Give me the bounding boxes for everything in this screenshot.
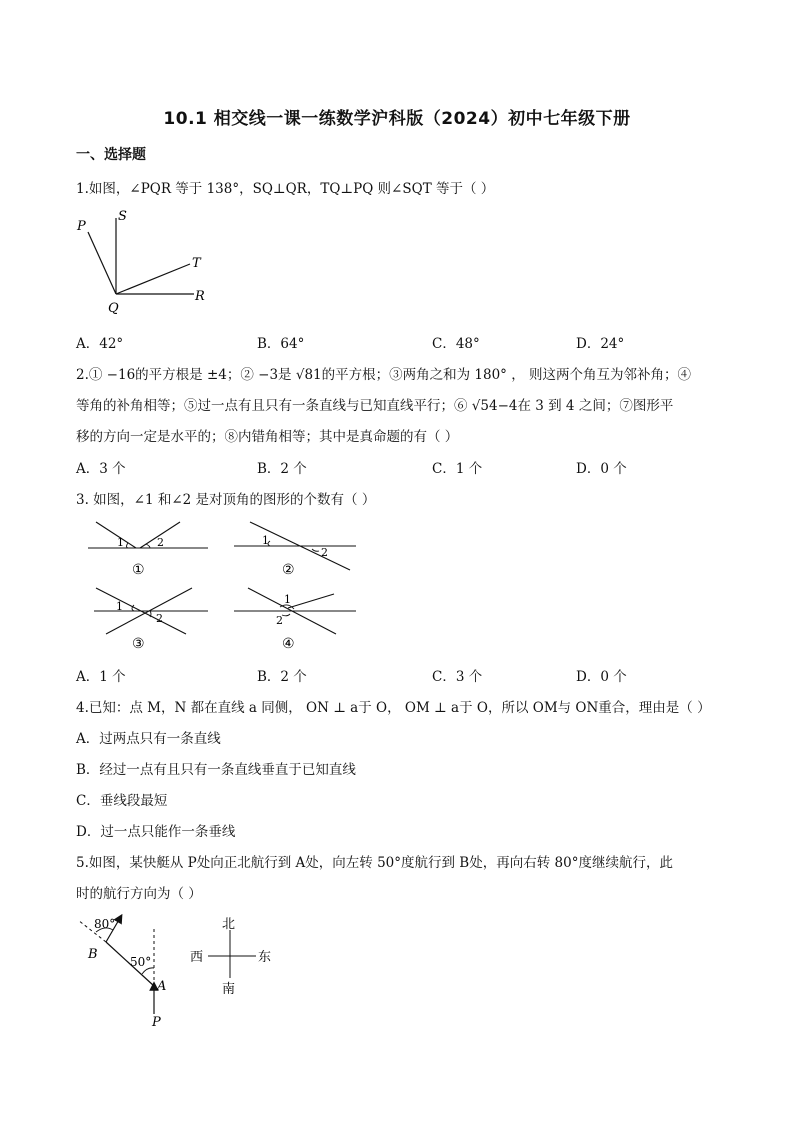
- q3-figure: [84, 516, 364, 654]
- q3-option-c[interactable]: C．3 个: [432, 669, 483, 685]
- q5-line2: 时的航行方向为（ ）: [76, 886, 202, 902]
- q5-figure: [70, 910, 280, 1032]
- document-title: 10.1 相交线一课一练数学沪科版（2024）初中七年级下册: [163, 109, 631, 129]
- q5-line1: 5.如图，某快艇从 P处向正北航行到 A处，向左转 50°度航行到 B处，再向右转 80°度继续航行，此: [76, 855, 673, 871]
- q1-option-a[interactable]: A．42°: [76, 336, 124, 352]
- q3-circle-2: ②: [282, 562, 295, 578]
- q2-option-a[interactable]: A．3 个: [76, 461, 126, 477]
- q4-option-b[interactable]: B．经过一点有且只有一条直线垂直于已知直线: [76, 762, 356, 778]
- q2-line1: 2.① −16的平方根是 ±4；② −3是 √81的平方根；③两角之和为 180° ， 则这两个角互为邻补角；④: [76, 367, 692, 383]
- q2-line2: 等角的补角相等；⑤过一点有且只有一条直线与已知直线平行；⑥ √54−4在 3 到 4 之间；⑦图形平: [76, 398, 674, 414]
- q1-figure: [74, 204, 214, 316]
- q3-stem: 3. 如图，∠1 和∠2 是对顶角的图形的个数有（ ）: [76, 492, 376, 508]
- q2-option-c[interactable]: C．1 个: [432, 461, 483, 477]
- svg-text:1: 1: [262, 534, 269, 547]
- svg-text:2: 2: [276, 614, 283, 627]
- q3-circle-3: ③: [132, 636, 145, 652]
- q4-stem: 4.已知：点 M，N 都在直线 a 同侧， ON ⊥ a于 O， OM ⊥ a于 O，所以 OM与 ON重合，理由是（ ）: [76, 700, 711, 716]
- q1-stem: 1.如图，∠PQR 等于 138°，SQ⊥QR，TQ⊥PQ 则∠SQT 等于（ ）: [76, 181, 495, 197]
- q2-line3: 移的方向一定是水平的；⑧内错角相等；其中是真命题的有（ ）: [76, 429, 459, 445]
- svg-text:1: 1: [284, 593, 291, 606]
- q3-option-d[interactable]: D．0 个: [576, 669, 627, 685]
- q3-circle-1: ①: [132, 562, 145, 578]
- q2-option-b[interactable]: B．2 个: [257, 461, 307, 477]
- svg-text:2: 2: [321, 546, 328, 559]
- angle-50-label: 50°: [130, 955, 152, 969]
- label-p: P: [77, 219, 86, 234]
- compass-south: 南: [222, 982, 236, 997]
- q4-option-a[interactable]: A．过两点只有一条直线: [76, 731, 221, 747]
- q3-subfigure-1: [88, 522, 208, 578]
- q1-option-c[interactable]: C．48°: [432, 336, 480, 352]
- label-s: S: [118, 209, 127, 224]
- svg-text:1: 1: [117, 536, 124, 549]
- svg-text:2: 2: [156, 612, 163, 625]
- section-heading: 一、选择题: [76, 147, 146, 163]
- label-p: P: [152, 1015, 161, 1030]
- q1-option-b[interactable]: B．64°: [257, 336, 305, 352]
- label-b: B: [88, 947, 98, 962]
- label-t: T: [192, 256, 201, 271]
- compass-east: 东: [258, 950, 272, 965]
- q3-subfigure-4: [234, 588, 356, 652]
- q4-option-d[interactable]: D．过一点只能作一条垂线: [76, 824, 236, 840]
- label-a: A: [157, 979, 167, 994]
- label-q: Q: [108, 301, 119, 316]
- compass-north: 北: [222, 917, 236, 932]
- q3-option-a[interactable]: A．1 个: [76, 669, 126, 685]
- angle-80-label: 80°: [94, 917, 116, 931]
- q4-option-c[interactable]: C．垂线段最短: [76, 793, 168, 809]
- compass: [190, 917, 271, 997]
- q1-option-d[interactable]: D．24°: [576, 336, 625, 352]
- svg-text:1: 1: [116, 600, 123, 613]
- ray-qp: [88, 232, 116, 294]
- label-r: R: [195, 289, 205, 304]
- q3-subfigure-3: [94, 588, 208, 652]
- q3-subfigure-2: [234, 522, 356, 578]
- q3-option-b[interactable]: B．2 个: [257, 669, 307, 685]
- ray-qt: [116, 264, 190, 294]
- q3-circle-4: ④: [282, 636, 295, 652]
- compass-west: 西: [190, 950, 204, 965]
- q2-option-d[interactable]: D．0 个: [576, 461, 627, 477]
- svg-text:2: 2: [157, 536, 164, 549]
